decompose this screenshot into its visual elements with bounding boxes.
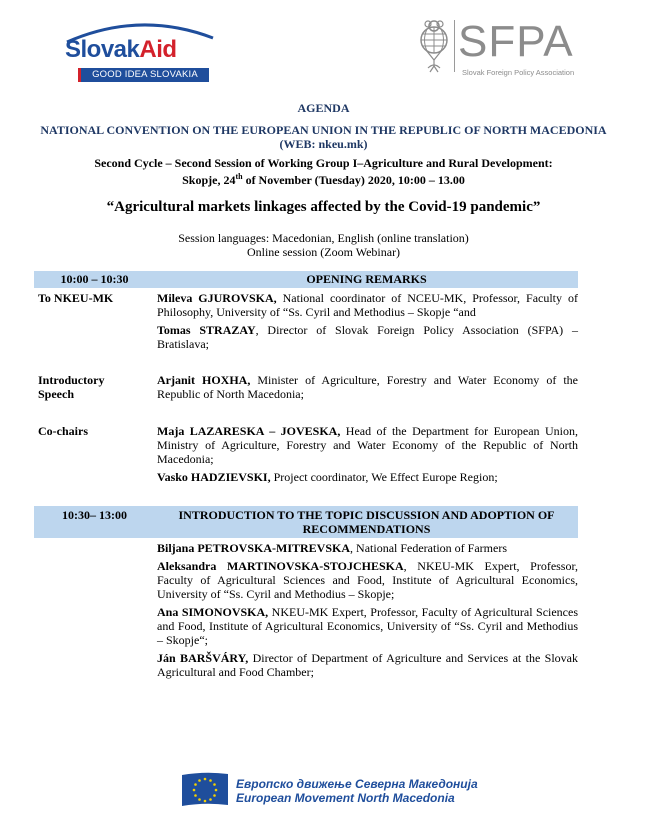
slovakaid-wordmark [65,36,177,64]
speaker-entry [157,470,578,484]
session-languages: Session languages: Macedonian, English (online translation) [178,231,469,245]
speaker-entry [157,559,578,601]
speaker-role: Director of Department of Agriculture and Services at the Slovak Agricultural and Food Chamber; [157,651,578,679]
sfpa-name: SFPA [458,17,574,66]
globe-balloon-icon [416,16,452,76]
speaker-name: Arjanit HOXHA, [157,373,251,387]
speaker-name: Tomas STRAZAY [157,323,256,337]
agenda-row [38,291,578,355]
speaker-entry [157,605,578,647]
speaker-entry [157,291,578,319]
emnm-line-en: European Movement North Macedonia [236,791,455,805]
speaker-role: , National Federation of Farmers [350,541,507,555]
speaker-role: NKEU-MK Expert, Professor, Faculty of Agricultural Sciences and Food, Institute of Agricultural Economics, University of “Ss. Cyril and Methodius – Skopje“; [157,605,578,647]
row-label: To NKEU-MK [38,291,114,305]
slovakaid-word-slovak: Slovak [65,36,140,63]
european-movement-text [236,777,478,805]
convention-title: NATIONAL CONVENTION ON THE EUROPEAN UNION IN THE REPUBLIC OF NORTH MACEDONIA (WEB: nkeu.mk) [40,123,607,151]
session-info [40,156,607,187]
row-content [157,541,578,683]
slovakaid-logo [63,14,223,80]
section-time: 10:30– 13:00 [62,508,127,522]
row-label [38,541,157,683]
sfpa-subtitle: Slovak Foreign Policy Association [462,68,575,77]
section-title: INTRODUCTION TO THE TOPIC DISCUSSION AND ADOPTION OF RECOMMENDATIONS [178,508,555,536]
emnm-line-mk: Европско движење Северна Македонија [236,777,478,791]
speaker-name: Mileva GJUROVSKA, [157,291,277,305]
speaker-role: , NKEU-MK Expert, Professor, Faculty of Agricultural Sciences and Food, Institute of Agricultural Economics, University of “Ss. Cyril and Methodius – Skopje; [157,559,578,601]
row-content [157,424,578,488]
speaker-role: Head of the Department for European Union, Ministry of Agriculture, Forestry and Water Economy of the Republic of North Macedonia; [157,424,578,466]
speaker-name: Biljana PETROVSKA-MITREVSKA [157,541,351,555]
speaker-name: Vasko HADZIEVSKI, [157,470,271,484]
speaker-name: Maja LAZARESKA – JOVESKA, [157,424,341,438]
agenda-title: AGENDA [297,101,350,115]
speaker-entry [157,424,578,466]
session-cycle: Second Cycle – Second Session of Working Group I–Agriculture and Rural Development: [94,156,553,170]
section-title: OPENING REMARKS [306,272,427,286]
row-content [157,291,578,355]
session-details [40,231,607,259]
speaker-entry [157,651,578,679]
speaker-name: Ana SIMONOVSKA, [157,605,269,619]
speaker-role: National coordinator of NCEU-MK, Professor, Faculty of Philosophy, University of “Ss. Cyril and Methodius – Skopje “and [157,291,578,319]
section-header [34,271,578,288]
session-date [40,170,607,187]
topic-title: “Agricultural markets linkages affected by the Covid-19 pandemic” [106,199,541,215]
speaker-entry [157,373,578,401]
sfpa-divider [454,20,455,72]
agenda-row [38,541,578,683]
agenda-row [38,373,578,405]
agenda-row [38,424,578,488]
row-label: Introductory Speech [38,373,105,401]
speaker-entry [157,541,578,555]
session-online: Online session (Zoom Webinar) [246,245,401,259]
speaker-name: Ján BARŠVÁRY, [157,651,249,665]
european-movement-logo [180,771,480,811]
speaker-role: , Director of Slovak Foreign Policy Association (SFPA) – Bratislava; [157,323,578,351]
eu-flag-icon [180,771,230,807]
section-time: 10:00 – 10:30 [60,272,129,286]
date-prefix: Skopje, 24 [182,173,236,187]
speaker-name: Aleksandra MARTINOVSKA-STOJCHESKA [157,559,404,573]
slovakaid-tagline: GOOD IDEA SLOVAKIA [78,68,209,82]
speaker-role: Minister of Agriculture, Forestry and Water Economy of the Republic of North Macedonia; [157,373,578,401]
speaker-entry [157,323,578,351]
section-header [34,506,578,538]
date-rest: of November (Tuesday) 2020, 10:00 – 13.00 [242,173,465,187]
row-label: Co-chairs [38,424,88,438]
sfpa-logo [416,14,596,84]
row-content [157,373,578,405]
date-suffix: th [235,172,243,181]
speaker-role: Project coordinator, We Effect Europe Region; [270,470,498,484]
slovakaid-word-aid: Aid [139,36,177,63]
